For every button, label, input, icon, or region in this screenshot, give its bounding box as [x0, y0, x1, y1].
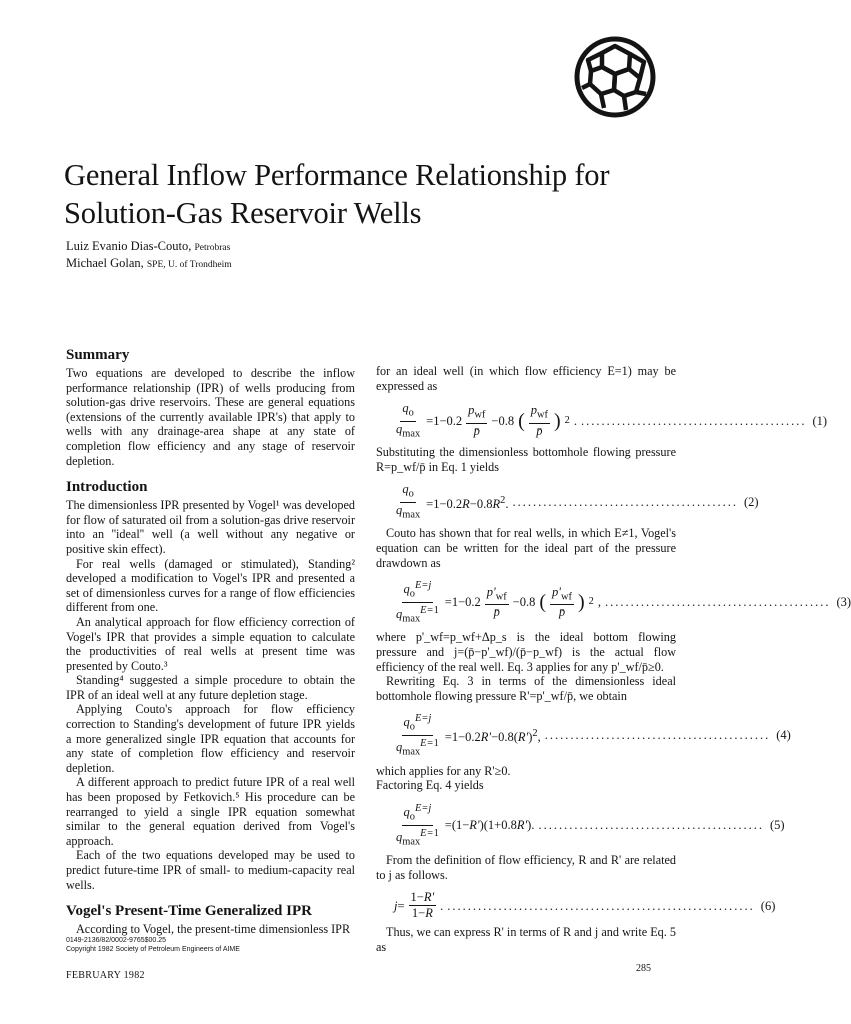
equation-6: j= $\frac{1-R'}{1-R}$ . ............................................................ (6) [394, 890, 776, 921]
equation-number: (2) [743, 495, 759, 510]
left-column [66, 346, 355, 937]
author-name: Luiz Evanio Dias-Couto, [66, 239, 192, 253]
equation-number: (6) [760, 898, 776, 913]
body-paragraph: Rewriting Eq. 3 in terms of the dimensionless ideal bottomhole flowing pressure R'=p'_wf/p̄, we obtain [376, 674, 676, 703]
vogel-paragraph: According to Vogel, the present-time dimensionless IPR [76, 922, 351, 937]
author-2 [66, 256, 232, 273]
equation-4: $\frac{q_o^{E=j}}{q_{max}^{E=1}}$ $=1-0.2R'-0.8(R')^2$, ............................................ (4) [396, 713, 791, 758]
body-paragraph: From the definition of flow efficiency, R and R' are related to j as follows. [376, 853, 676, 882]
copyright-block [66, 936, 240, 954]
author-name: Michael Golan, [66, 256, 144, 270]
copyright-line: Copyright 1982 Society of Petroleum Engineers of AIME [66, 946, 240, 953]
equation-1: $\frac{q_o}{q_{max}}$ =1−0.2 $\frac{p_{wf}}{p̄}$ −0.8 ( $\frac{p_{wf}}{p̄}$ ) 2 . ............................................ (1) [396, 401, 828, 440]
intro-paragraph: Applying Couto's approach for flow efficiency correction to Standing's development of future IPR yields a more generalized single IPR equation that accounts for any state of completion flow efficiency and reservoir depletion. [66, 702, 355, 775]
page-number: 285 [636, 963, 651, 974]
intro-paragraph: Each of the two equations developed may be used to predict future-time IPR of small- to medium-capacity real wells. [66, 848, 355, 892]
equation-number: (1) [812, 413, 828, 428]
intro-paragraph: For real wells (damaged or stimulated), Standing² developed a modification to Vogel's IPR and presented a set of dimensionless curves for a range of flow efficiencies different from one. [66, 556, 355, 615]
introduction-heading: Introduction [66, 479, 148, 496]
body-paragraph: where p'_wf=p_wf+Δp_s is the ideal bottom flowing pressure and j=(p̄−p'_wf)/(p̄−p_wf) is the actual flow efficiency of the real well. Eq. 3 applies for any p'_wf/p̄≥0. [376, 630, 676, 674]
intro-paragraph: An analytical approach for flow efficiency correction of Vogel's IPR that provides a simple equation to calculate the productivities of real wells at present time was presented by Couto.³ [66, 614, 355, 673]
author-affiliation: Petrobras [194, 243, 231, 253]
paper-title: General Inflow Performance Relationship for Solution-Gas Reservoir Wells [64, 158, 610, 230]
equation-3: $\frac{q_o^{E=j}}{q_{max}^{E=1}}$ =1−0.2 $\frac{p'_{wf}}{p̄}$ −0.8 ( $\frac{p'_{wf}}{p̄}$ ) 2 , ............................................ (3) [396, 580, 851, 625]
body-paragraph: which applies for any R'≥0. [376, 763, 511, 778]
issn-line: 0149-2136/82/0002-9765$00.25 [66, 937, 167, 944]
intro-paragraph: A different approach to predict future IPR of a real well has been proposed by Fetkovich.⁵ His procedure can be rearranged to yield a single IPR equation somewhat similar to the general equation derived from Vogel's approach. [66, 775, 355, 848]
intro-paragraph: The dimensionless IPR presented by Vogel¹ was developed for flow of saturated oil from a solution-gas drive reservoir into an ''ideal'' well (a well without any negative or positive skin effect). [66, 498, 355, 556]
body-paragraph: Thus, we can express R' in terms of R and j and write Eq. 5 as [376, 925, 676, 955]
equation-2: $\frac{q_o}{q_{max}}$ $=1-0.2R-0.8R^2$. ............................................ (2) [396, 482, 759, 521]
author-1 [66, 239, 232, 256]
vogel-heading: Vogel's Present-Time Generalized IPR [66, 903, 312, 920]
equation-number: (4) [776, 728, 791, 743]
body-paragraph: for an ideal well (in which flow efficiency E=1) may be expressed as [376, 364, 676, 393]
aime-logo [574, 36, 656, 118]
body-paragraph: Factoring Eq. 4 yields [376, 778, 484, 793]
authors-block [66, 239, 232, 273]
body-paragraph: Couto has shown that for real wells, in which E≠1, Vogel's equation can be written for the ideal part of the pressure drawdown as [376, 526, 676, 570]
body-paragraph: Substituting the dimensionless bottomhole flowing pressure R=p_wf/p̄ in Eq. 1 yields [376, 445, 676, 474]
summary-heading: Summary [66, 347, 130, 363]
equation-number: (3) [836, 595, 851, 610]
equation-number: (5) [769, 817, 785, 832]
right-column [376, 364, 851, 955]
issue-date: FEBRUARY 1982 [66, 970, 145, 981]
author-affiliation: SPE, U. of Trondheim [146, 260, 232, 270]
intro-paragraph: Standing⁴ suggested a simple procedure to obtain the IPR of an ideal well at any future depletion stage. [66, 673, 355, 702]
summary-paragraph: Two equations are developed to describe the inflow performance relationship (IPR) of wells producing from solution-gas drive reservoirs. These are general equations (extensions of the currently available IPR's) that apply to wells with any drainage-area shape at any state of completion flow efficiency and any stage of reservoir depletion. [66, 366, 355, 468]
equation-5: $\frac{q_o^{E=j}}{q_{max}^{E=1}}$ =(1−R')(1+0.8R'). ............................................ (5) [396, 802, 785, 848]
